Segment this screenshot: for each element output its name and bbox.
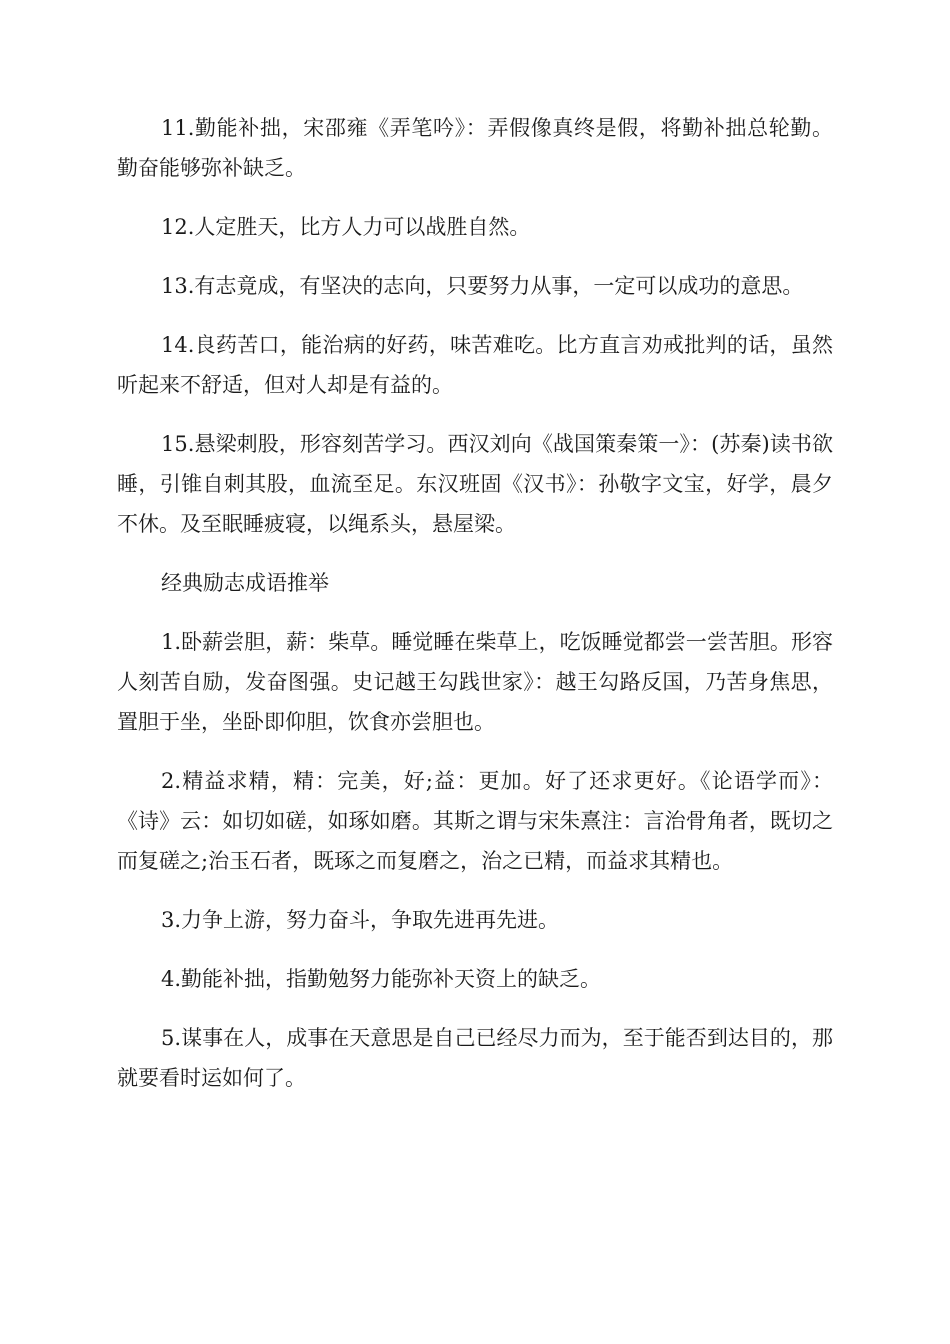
document-body xyxy=(117,108,833,1117)
paragraph-idiom-3: 3.力争上游，努力奋斗，争取先进再先进。 xyxy=(161,908,560,932)
paragraph-idiom-11: 11.勤能补拙，宋邵雍《弄笔吟》：弄假像真终是假，将勤补拙总轮勤。勤奋能够弥补缺乏。 xyxy=(117,116,833,180)
paragraph-idiom-2: 2.精益求精，精：完美，好;益：更加。好了还求更好。《论语学而》：《诗》云：如切如磋，如琢如磨。其斯之谓与宋朱熹注：言治骨角者，既切之而复磋之;治玉石者，既琢之而复磨之，治之已精，而益求其精也。 xyxy=(117,769,833,873)
paragraph-idiom-1: 1.卧薪尝胆，薪：柴草。睡觉睡在柴草上，吃饭睡觉都尝一尝苦胆。形容人刻苦自励，发奋图强。史记越王勾践世家》：越王勾路反国，乃苦身焦思，置胆于坐，坐卧即仰胆，饮食亦尝胆也。 xyxy=(117,630,833,734)
section-heading: 经典励志成语推举 xyxy=(161,571,329,595)
paragraph-idiom-13: 13.有志竟成，有坚决的志向，只要努力从事，一定可以成功的意思。 xyxy=(161,274,804,298)
paragraph-idiom-12: 12.人定胜天，比方人力可以战胜自然。 xyxy=(161,215,531,239)
paragraph-idiom-14: 14.良药苦口，能治病的好药，味苦难吃。比方直言劝戒批判的话，虽然听起来不舒适，但对人却是有益的。 xyxy=(117,333,833,397)
paragraph-idiom-5: 5.谋事在人，成事在天意思是自己已经尽力而为，至于能否到达目的，那就要看时运如何了。 xyxy=(117,1026,833,1090)
paragraph-idiom-4: 4.勤能补拙，指勤勉努力能弥补天资上的缺乏。 xyxy=(161,967,602,991)
paragraph-idiom-15: 15.悬梁刺股，形容刻苦学习。西汉刘向《战国策秦策一》：(苏秦)读书欲睡，引锥自刺其股，血流至足。东汉班固《汉书》：孙敬字文宝，好学，晨夕不休。及至眠睡疲寝，以绳系头，悬屋梁。 xyxy=(117,432,833,536)
